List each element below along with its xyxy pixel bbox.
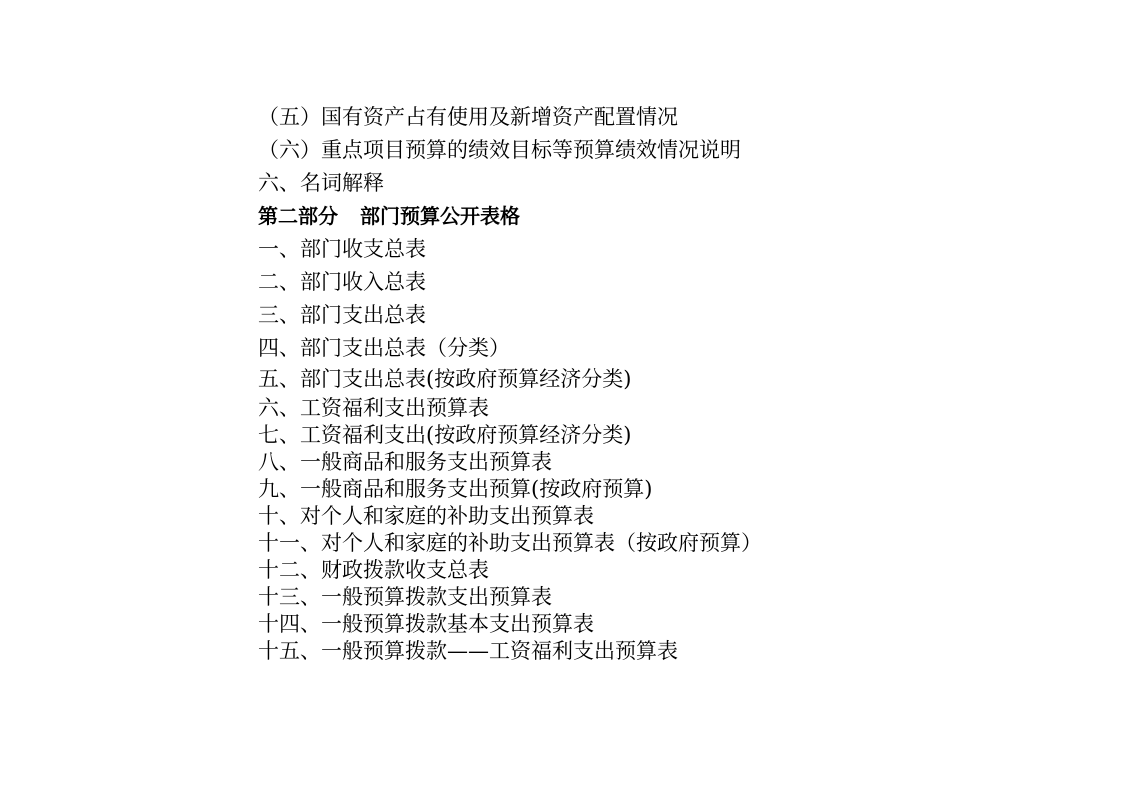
toc-table-4: 四、部门支出总表（分类） <box>258 335 510 360</box>
toc-table-13: 十三、一般预算拨款支出预算表 <box>258 584 552 609</box>
toc-table-3: 三、部门支出总表 <box>258 302 426 327</box>
toc-table-9: 九、一般商品和服务支出预算(按政府预算) <box>258 476 653 501</box>
toc-item-performance-goals: （六）重点项目预算的绩效目标等预算绩效情况说明 <box>258 137 741 162</box>
toc-item-state-assets: （五）国有资产占有使用及新增资产配置情况 <box>258 104 678 129</box>
toc-table-8: 八、一般商品和服务支出预算表 <box>258 449 552 474</box>
table-of-contents <box>258 100 878 664</box>
part-two-label: 第二部分 <box>258 203 338 228</box>
toc-table-6: 六、工资福利支出预算表 <box>258 395 489 420</box>
toc-table-14: 十四、一般预算拨款基本支出预算表 <box>258 611 594 636</box>
toc-table-10: 十、对个人和家庭的补助支出预算表 <box>258 503 594 528</box>
toc-item-glossary: 六、名词解释 <box>258 170 384 195</box>
part-two-title: 部门预算公开表格 <box>360 203 520 228</box>
toc-table-7: 七、工资福利支出(按政府预算经济分类) <box>258 422 632 447</box>
toc-table-15: 十五、一般预算拨款——工资福利支出预算表 <box>258 638 678 663</box>
toc-table-5: 五、部门支出总表(按政府预算经济分类) <box>258 367 632 391</box>
toc-table-12: 十二、财政拨款收支总表 <box>258 557 489 582</box>
toc-table-2: 二、部门收入总表 <box>258 269 426 294</box>
toc-table-11: 十一、对个人和家庭的补助支出预算表（按政府预算） <box>258 530 762 555</box>
part-two-heading <box>258 199 878 232</box>
toc-table-1: 一、部门收支总表 <box>258 236 426 261</box>
